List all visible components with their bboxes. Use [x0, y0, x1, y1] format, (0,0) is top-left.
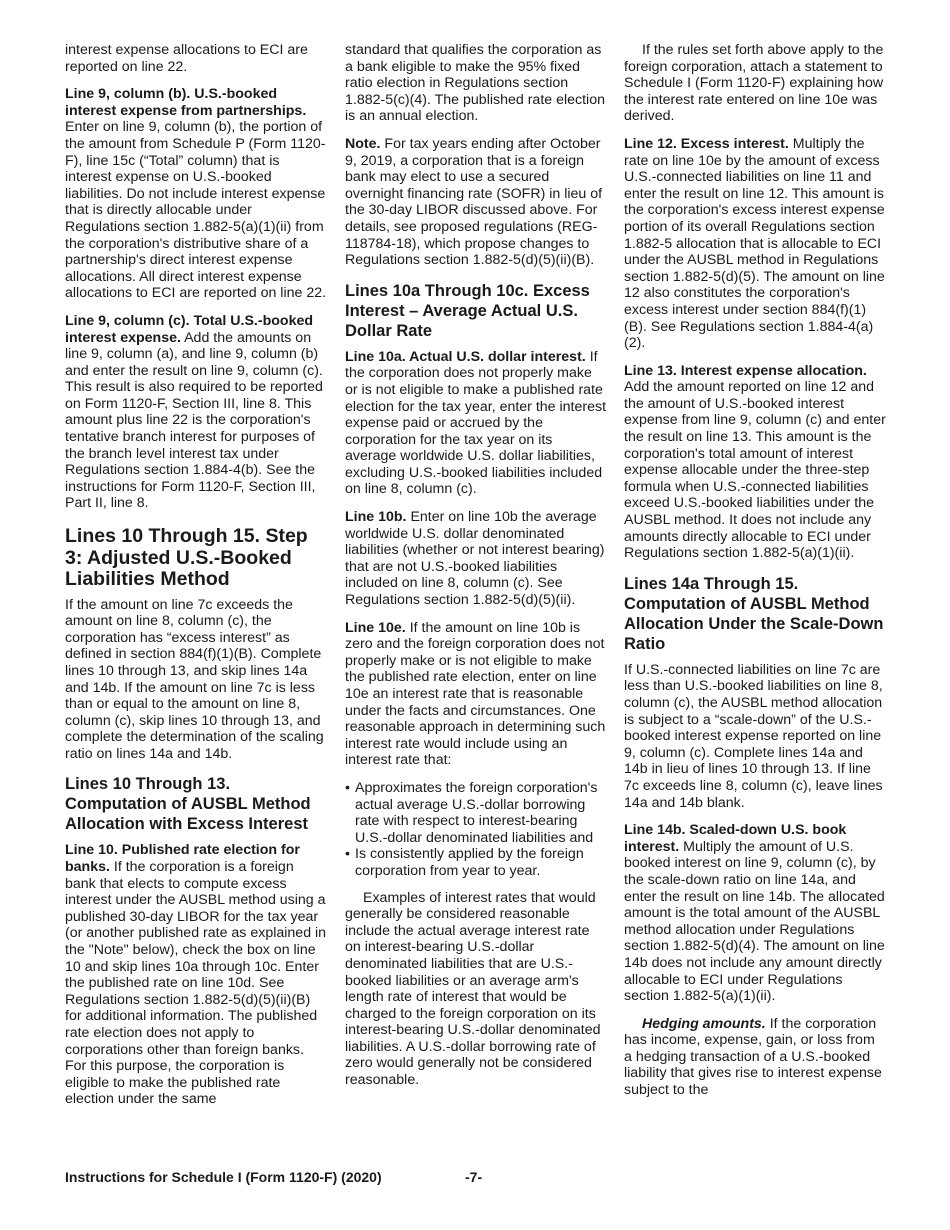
- footer-title: Instructions for Schedule I (Form 1120-F) (2020): [65, 1169, 382, 1185]
- list-item-text: Is consistently applied by the foreign corporation from year to year.: [355, 846, 584, 879]
- page-number: -7-: [465, 1169, 483, 1185]
- paragraph: Examples of interest rates that would generally be considered reasonable include the actual average interest rate on interest-bearing U.S.-dollar denominated liabilities that are U.S.-booked liabilities or an average arm's length rate of interest that would be charged to the foreign corporation on its interest-bearing U.S.-dollar denominated liabilities. A U.S.-dollar borrowing rate of zero would generally not be considered reasonable.: [345, 889, 601, 1089]
- run-in-heading: Line 14b. Scaled-down U.S. book interest.: [624, 822, 847, 855]
- paragraph-text: If the corporation has income, expense, gain, or loss from a hedging transaction of a U.S.-booked liability that gives rise to interest expense subject to the: [624, 1015, 882, 1099]
- run-in-heading: [642, 1016, 766, 1032]
- run-in-heading: Line 12. Excess interest.: [624, 135, 789, 152]
- paragraph: If the amount on line 7c exceeds the amount on line 8, column (c), the corporation has “excess interest” as defined in section 884(f)(1)(B). Complete lines 10 through 13, and skip lines 14a and 14b. If the amount on line 7c is less than or equal to the amount on line 8, column (c), skip lines 10 through 13, and complete the determination of the scaling ratio on lines 14a and 14b.: [65, 596, 324, 762]
- paragraph: standard that qualifies the corporation as a bank eligible to make the 95% fixed ratio election in Regulations section 1.882-5(c)(4). The published rate election is an annual election.: [345, 42, 605, 125]
- run-in-heading: Line 9, column (b). U.S.-booked interest expense from partnerships.: [65, 86, 307, 119]
- run-in-heading: Line 9, column (c). Total U.S.-booked interest expense.: [65, 312, 314, 346]
- paragraph-text: Multiply the rate on line 10e by the amount of excess U.S.-connected liabilities on line 11 and enter the result on line 12. This amount is the corporation's excess interest expense portion of its overall Regulations section 1.882-5 allocation that is allocable to ECI under the AUSBL method in Regulations section 1.882-5(d)(5). The amount on line 12 also constitutes the corporation's excess interest under section 884(f)(1)(B). See Regulations section 1.884-4(a)(2).: [624, 135, 885, 352]
- subsection-heading: Lines 10a Through 10c. Excess Interest – Average Actual U.S. Dollar Rate: [345, 281, 590, 340]
- note-label: Note.: [345, 135, 381, 152]
- run-in-heading: Line 10. Published rate election for banks.: [65, 842, 300, 876]
- note-text: For tax years ending after October 9, 2019, a corporation that is a foreign bank may elect to use a secured overnight financing rate (SOFR) in lieu of the 30-day LIBOR discussed above. For details, see proposed regulations (REG-118784-18), which propose changes to Regulations section 1.882-5(d)(5)(ii)(B).: [345, 135, 603, 269]
- run-in-heading: Line 10b.: [345, 509, 407, 526]
- page-footer: [65, 1169, 885, 1185]
- paragraph-line-14b: [624, 822, 886, 1005]
- paragraph-line-12: [624, 136, 886, 352]
- paragraph-text: If the corporation does not properly make or is not eligible to make a published rate election for the tax year, enter the interest expense paid or accrued by the corporation for the tax year on its average worldwide U.S. dollar liabilities, excluding U.S.-booked liabilities included on line 8, column (c).: [345, 348, 607, 498]
- bullet-icon: •: [345, 779, 350, 796]
- paragraph-text: Add the amount reported on line 12 and the amount of U.S.-booked interest expense from line 9, column (c) and enter the result on line 13. This amount is the corporation's total amount of interest expense allocable under the three-step formula when U.S.-connected liabilities exceed U.S.-booked liabilities under the AUSBL method. It does not include any amounts directly allocable to ECI under Regulations section 1.882-5(a)(1)(ii).: [624, 379, 886, 562]
- paragraph: interest expense allocations to ECI are reported on line 22.: [65, 42, 308, 75]
- run-in-heading: Line 10e.: [345, 619, 406, 636]
- paragraph-line-10a: [345, 349, 607, 498]
- paragraph-line-10b: [345, 509, 607, 609]
- paragraph-text: If the amount on line 10b is zero and the foreign corporation does not properly make or is not eligible to make the published rate election, enter on line 10e an interest rate that is reasonable under the facts and circumstances. One reasonable approach in determining such interest rate would include using an interest rate that:: [345, 619, 606, 769]
- note: [345, 136, 607, 269]
- list-item: [345, 846, 607, 879]
- paragraph-line-9b: [65, 86, 327, 302]
- paragraph-line-10e: [345, 620, 607, 769]
- paragraph-text: Multiply the amount of U.S. booked interest on line 9, column (c), by the scale-down ratio on line 14a, and enter the result on line 14b. The allocated amount is the total amount of the AUSBL method allocation under Regulations section 1.882-5(d)(4). The amount on line 14b does not include any amount directly allocable to ECI under Regulations section 1.882-5(a)(1)(ii).: [624, 838, 885, 1005]
- subsection-heading: Lines 10 Through 13. Computation of AUSBL Method Allocation with Excess Interest: [65, 775, 311, 834]
- section-heading: Lines 10 Through 15. Step 3: Adjusted U.S.-Booked Liabilities Method: [65, 525, 308, 591]
- column-1: [65, 42, 327, 1119]
- column-3: [624, 42, 886, 1110]
- run-in-heading: Line 10a. Actual U.S. dollar interest.: [345, 348, 586, 365]
- paragraph-text: Add the amounts on line 9, column (a), and line 9, column (b) and enter the result on line 9, column (c). This result is also required to be reported on Form 1120-F, Section III, line 8. This amount plus line 22 is the corporation's tentative branch interest for purposes of the branch level interest tax under Regulations section 1.884-4(b). See the instructions for Form 1120-F, Section III, Part II, line 8.: [65, 329, 323, 512]
- paragraph-hedging: [624, 1016, 886, 1099]
- bullet-list: [345, 780, 607, 880]
- paragraph-line-13: [624, 363, 886, 562]
- paragraph-line-9c: [65, 313, 327, 512]
- run-in-heading: Line 13. Interest expense allocation.: [624, 362, 867, 379]
- subsection-heading: Lines 14a Through 15. Computation of AUSBL Method Allocation Under the Scale-Down Ratio: [624, 574, 884, 653]
- paragraph: If U.S.-connected liabilities on line 7c are less than U.S.-booked liabilities on line 8, column (c), the AUSBL method allocation is subject to a “scale-down” of the U.S.-booked interest expense reported on line 9, column (c). Complete lines 14a and 14b in lieu of lines 10 through 13. If line 7c exceeds line 8, column (c), leave lines 14a and 14b blank.: [624, 661, 883, 811]
- paragraph-text: Enter on line 10b the average worldwide U.S. dollar denominated liabilities (whether or not interest bearing) that are not U.S.-booked liabilities included on line 8, column (c). See Regulations section 1.882-5(d)(5)(ii).: [345, 509, 605, 609]
- list-item: [345, 780, 607, 846]
- paragraph: If the rules set forth above apply to the foreign corporation, attach a statement to Schedule I (Form 1120-F) explaining how the interest rate entered on line 10e was derived.: [624, 42, 884, 125]
- paragraph-text: If the corporation is a foreign bank that elects to compute excess interest under the AUSBL method using a published 30-day LIBOR for the tax year (or another published rate as explained in the "Note" below), check the box on line 10 and skip lines 10a through 10c. Enter the published rate on line 10d. See Regulations section 1.882-5(d)(5)(ii)(B) for additional information. The published rate election does not apply to corporations other than foreign banks. For this purpose, the corporation is eligible to make the published rate election under the same: [65, 859, 327, 1108]
- paragraph-line-10: [65, 842, 327, 1108]
- column-2: [345, 42, 607, 1100]
- run-in-heading-text: Hedging amounts.: [642, 1015, 766, 1032]
- bullet-icon: •: [345, 846, 350, 863]
- list-item-text: Approximates the foreign corporation's actual average U.S.-dollar borrowing rate with respect to interest-bearing U.S.-dollar denominated liabilities and: [355, 779, 598, 846]
- paragraph-text: Enter on line 9, column (b), the portion of the amount from Schedule P (Form 1120-F), line 15c (“Total” column) that is interest expense on U.S.-booked liabilities. Do not include interest expense that is directly allocable under Regulations section 1.882-5(a)(1)(ii) from the corporation's distributive share of a partnership's direct interest expense allocations. All direct interest expense allocations to ECI are reported on line 22.: [65, 119, 327, 302]
